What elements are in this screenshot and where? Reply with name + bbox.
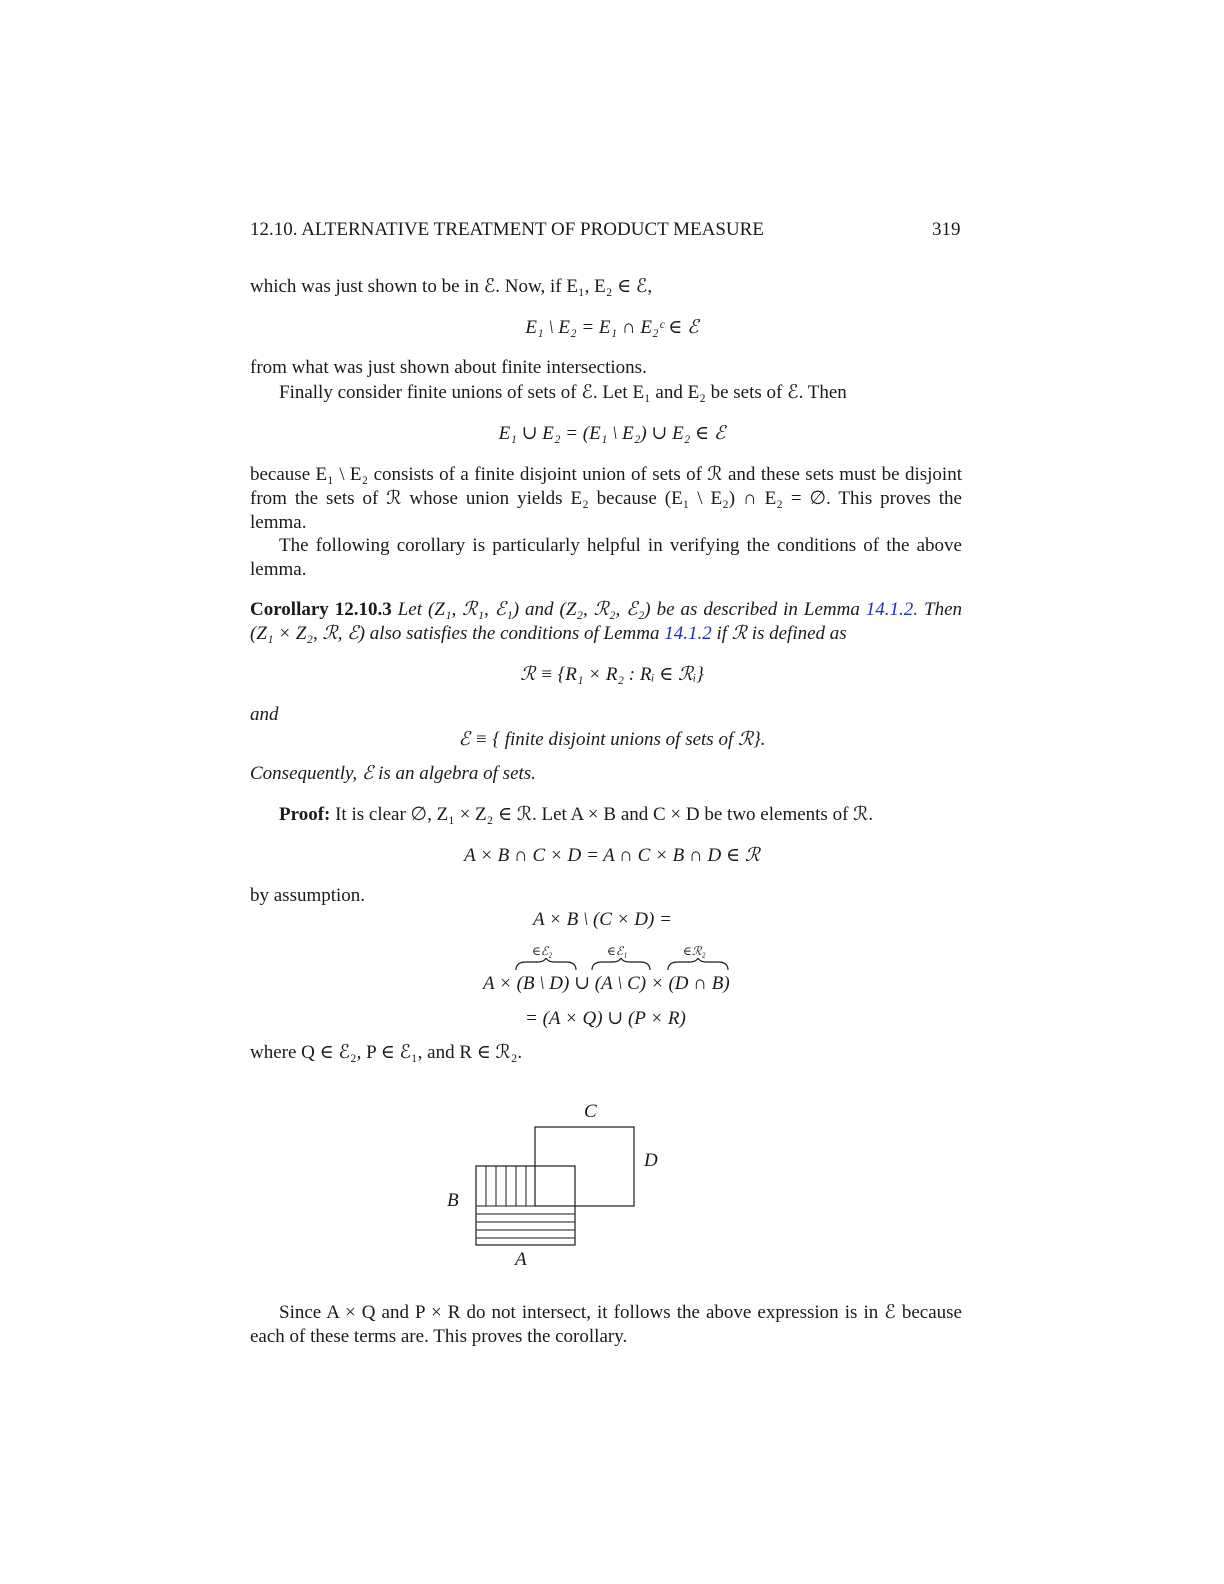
equation: E₁ ∪ E₂ = (E₁ \ E₂) ∪ E₂ ∈ ℰ <box>498 423 726 444</box>
text-line: where Q ∈ ℰ₂, P ∈ ℰ₁, and R ∈ ℛ₂. <box>250 1042 523 1063</box>
equation: A × B \ (C × D) = <box>533 909 672 930</box>
proof-intro <box>279 803 873 826</box>
proof-label: Proof: <box>279 804 331 825</box>
lemma-link[interactable]: 14.1.2. <box>865 599 919 620</box>
equation: ℰ ≡ { finite disjoint unions of sets of ℛ}. <box>458 729 766 750</box>
corollary-label: Corollary 12.10.3 <box>250 599 392 620</box>
horizontal-hatching <box>476 1214 575 1238</box>
text-line: Consequently, ℰ is an algebra of sets. <box>250 763 536 784</box>
label-C: C <box>584 1101 597 1122</box>
vertical-hatching <box>476 1166 535 1206</box>
text-line: and <box>250 704 279 725</box>
brace-3 <box>668 958 728 970</box>
text-line: Finally consider finite unions of sets of ℰ. Let E₁ and E₂ be sets of ℰ. Then <box>279 382 847 403</box>
brace-2 <box>592 958 650 970</box>
brace-label: ∈ℰ₂ <box>532 944 553 958</box>
text-line: from what was just shown about finite intersections. <box>250 357 647 378</box>
text-line: by assumption. <box>250 885 366 906</box>
rectangles-diagram <box>440 1095 680 1275</box>
label-D: D <box>644 1150 658 1171</box>
equation: ℛ ≡ {R₁ × R₂ : Rᵢ ∈ ℛᵢ} <box>520 664 704 685</box>
equation: = (A × Q) ∪ (P × R) <box>525 1008 686 1029</box>
paragraph: because E₁ \ E₂ consists of a finite disjoint union of sets of ℛ and these sets must be disjoint from the sets of ℛ whose union yields E₂ because (E₁ \ E₂) ∩ E₂ = ∅. This proves the lemma. <box>250 464 962 533</box>
label-B: B <box>447 1190 459 1211</box>
text-line: which was just shown to be in ℰ. Now, if E₁, E₂ ∈ ℰ, <box>250 276 653 297</box>
corollary-statement <box>250 598 962 646</box>
brace-label: ∈ℰ₁ <box>607 944 628 958</box>
label-A: A <box>515 1249 527 1270</box>
corollary-text: Then (Z₁ × Z₂, ℛ, ℰ) also satisfies the conditions of Lemma <box>250 599 963 644</box>
page-number: 319 <box>932 219 961 240</box>
brace-1 <box>516 958 576 970</box>
lemma-link[interactable]: 14.1.2 <box>664 623 712 644</box>
paragraph: Since A × Q and P × R do not intersect, it follows the above expression is in ℰ because each of these terms are. This proves the corollary. <box>250 1302 962 1347</box>
paragraph: The following corollary is particularly helpful in verifying the conditions of the above lemma. <box>250 535 962 580</box>
equation: A × B ∩ C × D = A ∩ C × B ∩ D ∈ ℛ <box>464 845 760 866</box>
corollary-text: Let (Z₁, ℛ₁, ℰ₁) and (Z₂, ℛ₂, ℰ₂) be as described in Lemma <box>397 599 860 620</box>
proof-text: It is clear ∅, Z₁ × Z₂ ∈ ℛ. Let A × B and C × D be two elements of ℛ. <box>335 804 874 825</box>
running-header: 12.10. ALTERNATIVE TREATMENT OF PRODUCT MEASURE <box>250 219 764 240</box>
corollary-text: if ℛ is defined as <box>716 623 847 644</box>
equation: E₁ \ E₂ = E₁ ∩ E₂ᶜ ∈ ℰ <box>525 317 699 338</box>
brace-label: ∈ℛ₂ <box>683 944 706 958</box>
equation: A × (B \ D) ∪ (A \ C) × (D ∩ B) <box>483 973 730 994</box>
